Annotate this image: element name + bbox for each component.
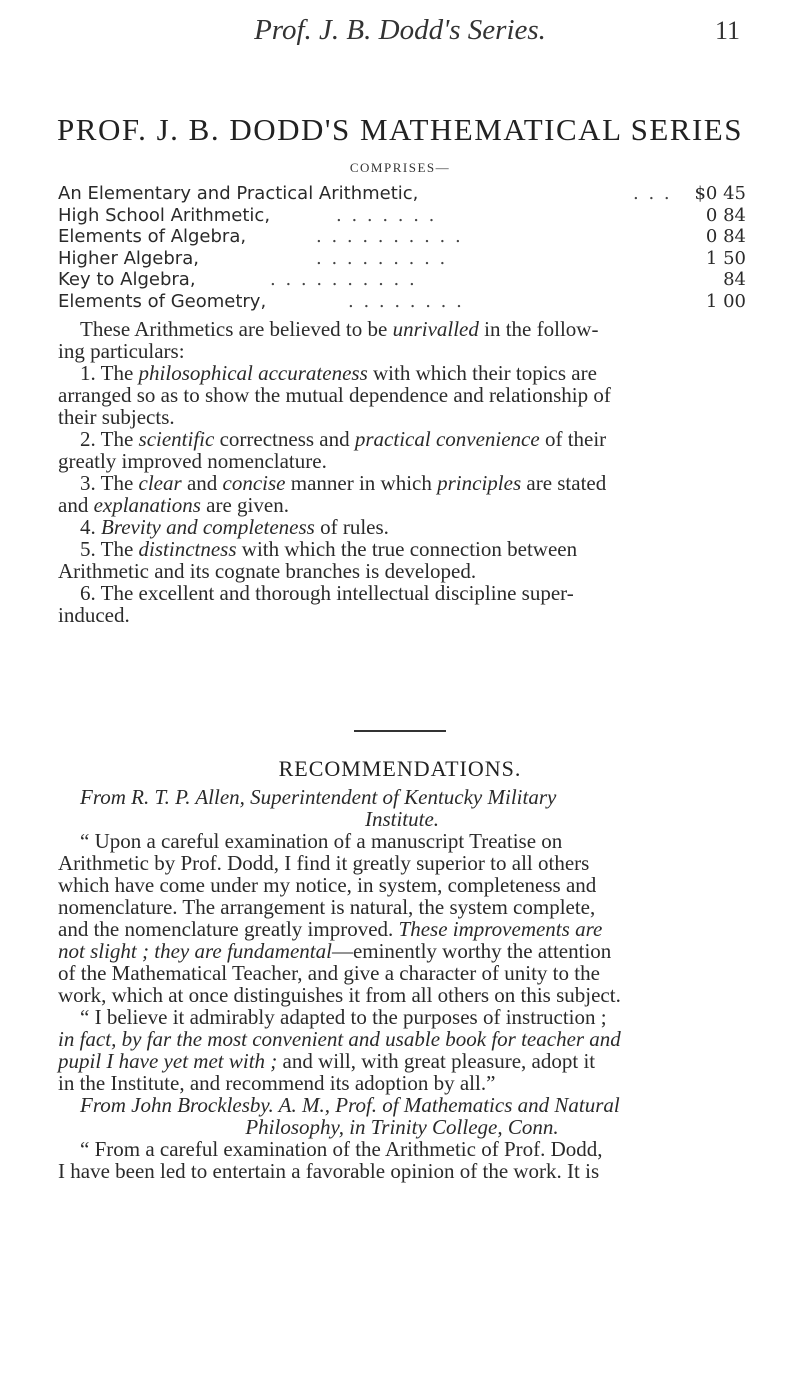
- particular-3-cont: and explanations are given.: [58, 493, 289, 517]
- book-name: An Elementary and Practical Arithmetic,: [58, 183, 419, 204]
- particular-1-cont: their subjects.: [58, 405, 175, 429]
- quote-line: not slight ; they are fundamental—eminently worthy the attention: [58, 939, 612, 963]
- book-name: Key to Algebra,: [58, 269, 196, 290]
- running-head: [0, 14, 800, 54]
- recommendation-attribution: From R. T. P. Allen, Superintendent of Kentucky Military: [80, 785, 557, 809]
- particular-5-cont: Arithmetic and its cognate branches is developed.: [58, 559, 477, 583]
- particular-6-cont: induced.: [58, 603, 130, 627]
- particular-4: 4. Brevity and completeness of rules.: [80, 515, 389, 539]
- quote-line: I have been led to entertain a favorable opinion of the work. It is: [58, 1159, 600, 1183]
- quote-line: which have come under my notice, in system, completeness and: [58, 873, 597, 897]
- quote-line: “ From a careful examination of the Arithmetic of Prof. Dodd,: [80, 1137, 603, 1161]
- price-row: [58, 291, 746, 313]
- particulars-section: [58, 318, 746, 626]
- leader-dots: . . .: [633, 183, 672, 204]
- price-row: [58, 248, 746, 270]
- particular-2: 2. The scientific correctness and practical convenience of their: [80, 427, 607, 451]
- quote-line: of the Mathematical Teacher, and give a character of unity to the: [58, 961, 600, 985]
- price-row: [58, 205, 746, 227]
- particular-3: 3. The clear and concise manner in which principles are stated: [80, 471, 607, 495]
- recommendations-section: [58, 786, 746, 1182]
- recommendation-attribution-cont: Philosophy, in Trinity College, Conn.: [245, 1115, 559, 1139]
- quote-line: work, which at once distinguishes it from all others on this subject.: [58, 983, 621, 1007]
- particular-1-cont: arranged so as to show the mutual dependence and relationship of: [58, 383, 611, 407]
- recommendation-attribution-cont: Institute.: [364, 807, 440, 831]
- running-head-title: Prof. J. B. Dodd's Series.: [254, 14, 546, 46]
- book-price: 1 50: [705, 247, 746, 269]
- book-name: Elements of Algebra,: [58, 226, 247, 247]
- book-price: 0 84: [705, 226, 746, 247]
- quote-line: nomenclature. The arrangement is natural, the system complete,: [58, 895, 596, 919]
- particular-5: 5. The distinctness with which the true connection between: [80, 537, 578, 561]
- leader-dots: . . . . . . . . .: [316, 247, 448, 269]
- book-name: Higher Algebra,: [58, 247, 199, 269]
- particular-1: 1. The philosophical accurateness with which their topics are: [80, 361, 597, 385]
- leader-dots: . . . . . . . . . .: [316, 226, 463, 247]
- quote-line: Arithmetic by Prof. Dodd, I find it greatly superior to all others: [58, 851, 590, 875]
- quote-line: in fact, by far the most convenient and usable book for teacher and: [58, 1027, 621, 1051]
- price-row: [58, 226, 746, 248]
- quote-line: “ I believe it admirably adapted to the purposes of instruction ;: [80, 1005, 607, 1029]
- leader-dots: . . . . . . . .: [348, 290, 464, 312]
- intro-line: ing particulars:: [58, 339, 185, 363]
- book-price: 84: [723, 269, 746, 290]
- book-price: 1 00: [705, 290, 746, 312]
- particular-2-cont: greatly improved nomenclature.: [58, 449, 327, 473]
- series-title: PROF. J. B. DODD'S MATHEMATICAL SERIES: [57, 112, 743, 147]
- quote-line: in the Institute, and recommend its adoption by all.”: [58, 1071, 496, 1095]
- recommendations-title: RECOMMENDATIONS.: [278, 756, 522, 781]
- book-price: 0 84: [705, 204, 746, 226]
- section-divider: [354, 730, 446, 732]
- leader-dots: . . . . . . . . . .: [270, 269, 417, 290]
- price-row: [58, 269, 746, 291]
- comprises-label: COMPRISES—: [349, 160, 451, 175]
- book-price: $0 45: [694, 183, 746, 204]
- price-list: [58, 183, 746, 312]
- quote-line: “ Upon a careful examination of a manuscript Treatise on: [80, 829, 563, 853]
- intro-line: These Arithmetics are believed to be unrivalled in the follow-: [80, 317, 599, 341]
- leader-dots: . . . . . . .: [336, 204, 437, 226]
- recommendation-attribution: From John Brocklesby. A. M., Prof. of Mathematics and Natural: [80, 1093, 620, 1117]
- price-row: [58, 183, 746, 205]
- quote-line: and the nomenclature greatly improved. These improvements are: [58, 917, 603, 941]
- quote-line: pupil I have yet met with ; and will, with great pleasure, adopt it: [58, 1049, 596, 1073]
- book-name: High School Arithmetic,: [58, 204, 271, 226]
- page-number: 11: [714, 16, 740, 45]
- particular-6: 6. The excellent and thorough intellectual discipline super-: [80, 581, 574, 605]
- book-name: Elements of Geometry,: [58, 290, 267, 312]
